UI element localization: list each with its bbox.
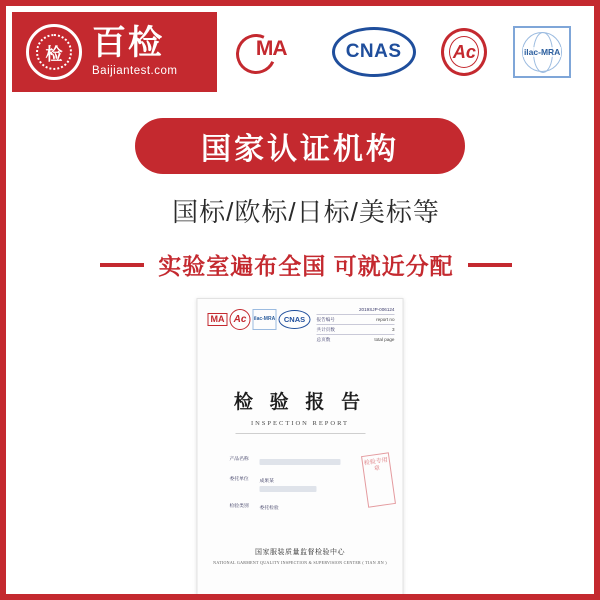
cma-badge-icon	[236, 30, 306, 74]
report-field-value: 成果某	[259, 479, 274, 484]
report-field-label: 检验类别	[229, 504, 249, 509]
report-meta-value: total page	[374, 336, 395, 342]
report-meta-label: 报告编号	[316, 316, 335, 322]
brand-seal-glyph: 检	[45, 44, 63, 64]
report-field-label: 产品名称	[229, 457, 249, 462]
rule-left	[100, 263, 144, 267]
cnas-badge-icon	[332, 29, 416, 75]
ilac-label: ilac-MRA	[523, 47, 561, 57]
report-cnas-stamp-icon: CNAS	[279, 310, 311, 329]
report-meta-row	[317, 314, 395, 324]
report-footer	[198, 547, 403, 565]
report-ca-stamp-icon: Ac	[230, 309, 251, 330]
brand-name-en: Baijiantest.com	[92, 65, 178, 78]
report-footer-en: NATIONAL GARMENT QUALITY INSPECTION & SUPERVISION CENTER ( TIAN JIN )	[213, 560, 387, 565]
redacted-bar	[260, 486, 317, 492]
standards-subtitle: 国标/欧标/日标/美标等	[172, 197, 440, 227]
ca-label: Ac	[452, 41, 476, 62]
brand-seal-icon	[26, 24, 82, 80]
cma-label: MA	[255, 37, 287, 60]
report-meta-table	[317, 307, 395, 344]
report-meta-row	[317, 324, 395, 334]
report-meta-row	[317, 334, 395, 344]
brand-logo[interactable]	[12, 12, 217, 92]
report-meta-value: 3	[391, 326, 395, 332]
inspection-report-document[interactable]	[197, 298, 404, 600]
report-title-cn: 检 验 报 告	[233, 392, 367, 413]
report-field-value	[260, 457, 370, 465]
report-field-value: 委托检验	[259, 506, 279, 511]
cnas-label: CNAS	[345, 41, 402, 62]
report-meta-value: report no	[376, 316, 395, 322]
report-field-label: 委托单位	[229, 477, 249, 482]
headline-banner	[135, 118, 465, 174]
report-cma-stamp-icon: MA	[208, 313, 228, 326]
brand-name-cn: 百检	[92, 24, 164, 63]
report-stamp-row	[208, 309, 311, 330]
report-field	[230, 477, 370, 492]
report-ilac-stamp-icon: ilac-MRA	[253, 309, 277, 330]
report-doc-id: 2019SJP-006124	[358, 307, 395, 312]
tagline-text: 实验室遍布全国 可就近分配	[158, 253, 454, 279]
report-footer-cn: 国家服装质量监督检验中心	[255, 548, 345, 556]
report-red-seal-icon: 检验专用章	[361, 452, 396, 507]
report-title-block	[198, 387, 403, 434]
brand-text	[92, 26, 177, 78]
rule-right	[468, 263, 512, 267]
redacted-bar	[260, 459, 341, 465]
accreditation-badges	[217, 12, 600, 92]
report-field-list	[230, 457, 370, 523]
tagline-row	[6, 248, 600, 281]
report-field	[230, 504, 370, 511]
ilac-mra-badge-icon	[513, 27, 571, 77]
report-title-en: INSPECTION REPORT	[250, 420, 350, 427]
header-bar	[12, 12, 600, 92]
report-meta-label: 共计页数	[316, 326, 335, 332]
ca-badge-icon	[441, 29, 487, 75]
report-meta-label: 总页数	[316, 336, 331, 342]
headline-text: 国家认证机构	[201, 133, 399, 166]
title-divider	[235, 433, 365, 434]
report-field	[230, 457, 370, 465]
